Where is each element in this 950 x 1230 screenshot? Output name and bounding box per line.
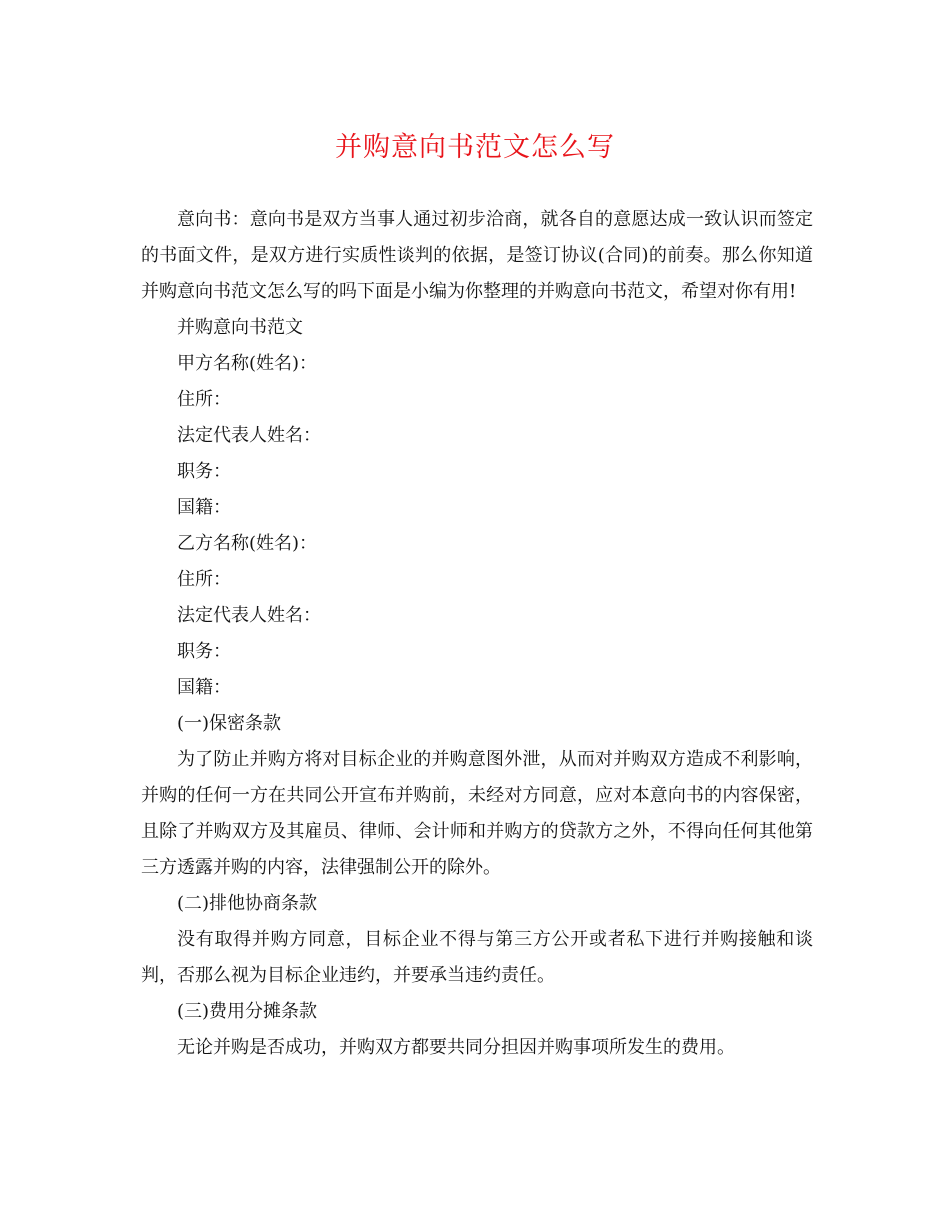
cost-sharing-heading: (三)费用分摊条款 [177,1001,318,1022]
party-b-name-label: 乙方名称(姓名)： [177,533,318,554]
confidentiality-paragraph: 为了防止并购方将对目标企业的并购意图外泄，从而对并购双方造成不利影响，并购的任何一方在共同公开宣布并购前，未经对方同意，应对本意向书的内容保密，且除了并购双方及其雇员、律师、会计师和并购方的贷款方之外，不得向任何其他第三方透露并购的内容，法律强制公开的除外。 [141,749,813,878]
document-title: 并购意向书范文怎么写 [335,132,615,163]
sample-heading: 并购意向书范文 [177,317,303,338]
cost-sharing-paragraph: 无论并购是否成功，并购双方都要共同分担因并购事项所发生的费用。 [177,1037,735,1058]
party-a-address-label: 住所： [177,389,231,410]
exclusivity-heading: (二)排他协商条款 [177,893,318,914]
party-b-position-label: 职务： [177,641,231,662]
party-b-address-label: 住所： [177,569,231,590]
party-a-position-label: 职务： [177,461,231,482]
party-b-nationality-label: 国籍： [177,677,231,698]
intro-paragraph: 意向书：意向书是双方当事人通过初步洽商，就各自的意愿达成一致认识而签定的书面文件，是双方进行实质性谈判的依据，是签订协议(合同)的前奏。那么你知道并购意向书范文怎么写的吗下面是小编为你整理的并购意向书范文，希望对你有用! [141,209,813,302]
party-b-representative-label: 法定代表人姓名： [177,605,321,626]
confidentiality-heading: (一)保密条款 [177,713,282,734]
document-body [141,202,813,1066]
party-a-nationality-label: 国籍： [177,497,231,518]
exclusivity-paragraph: 没有取得并购方同意，目标企业不得与第三方公开或者私下进行并购接触和谈判，否那么视为目标企业违约，并要承当违约责任。 [141,929,813,986]
party-a-name-label: 甲方名称(姓名)： [177,353,318,374]
party-a-representative-label: 法定代表人姓名： [177,425,321,446]
